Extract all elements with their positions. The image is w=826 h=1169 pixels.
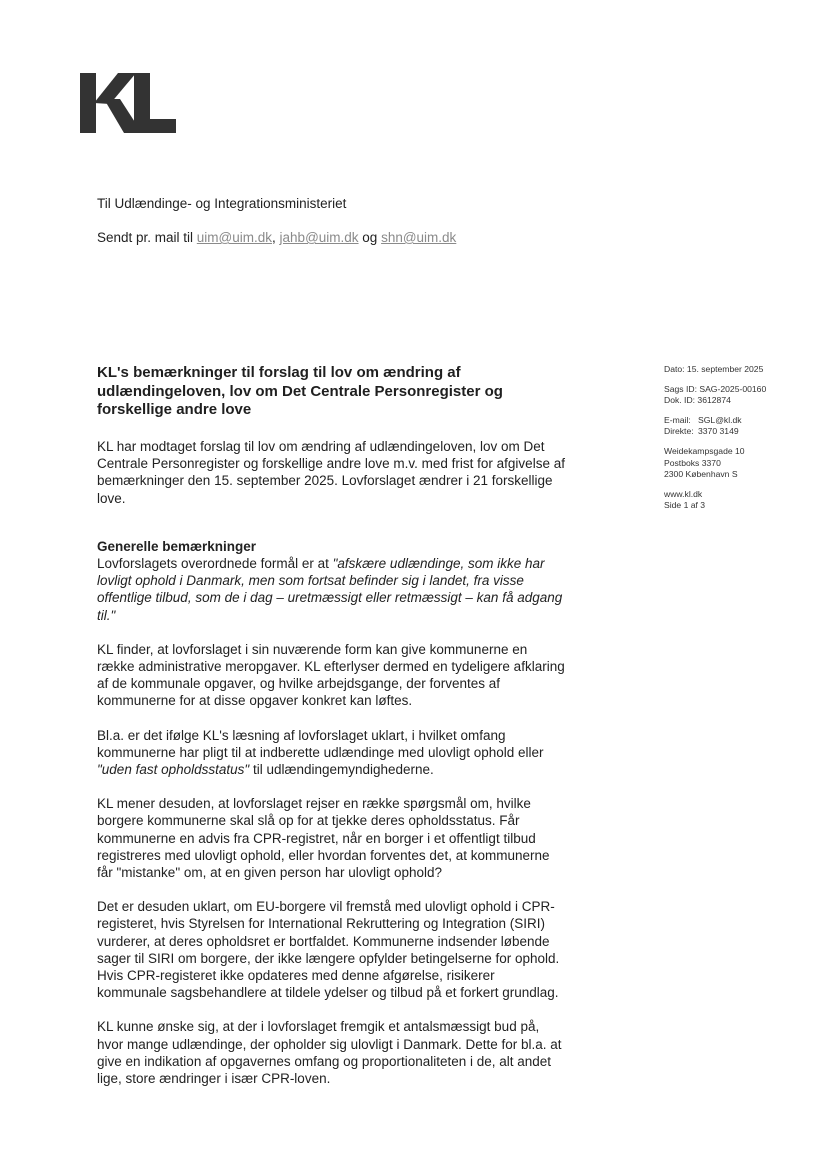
paragraph-4: KL mener desuden, at lovforslaget rejser en række spørgsmål om, hvilke borgere kommunerne skal slå op for at tjekke deres opholdsstatus. Får kommunerne en advis fra CPR-registret, når en borger i et offentligt tilbud registreres med ulovligt ophold, eller hvordan forventes det, at kommunerne får "mistanke" om, at en given person har ulovligt ophold? [97, 796, 550, 881]
email-link-jahb[interactable]: jahb@uim.dk [279, 230, 359, 245]
paragraph-3-quote: "uden fast opholdsstatus" [97, 762, 250, 778]
dok-id-line: Dok. ID: 3612874 [664, 395, 731, 406]
address-line-1: Weidekampsgade 10 [664, 445, 745, 456]
sidebar-metadata [664, 364, 814, 520]
sent-separator-og: og [358, 230, 382, 245]
page-number: Side 1 af 3 [664, 500, 706, 511]
paragraph-3-tail: til udlændingemyndighederne. [249, 762, 434, 778]
email-link-uim[interactable]: uim@uim.dk [196, 230, 273, 245]
recipient-line: Til Udlændinge- og Integrationsministeriet [97, 196, 347, 211]
paragraph-1-text: Lovforslagets overordnede formål er at [97, 556, 333, 572]
paragraph-1-quote: "afskære udlændinge, som ikke har lovligt ophold i Danmark, men som fortsat befinder sig i landet, fra visse offentlige tilbud, som de i dag – uretmæssigt eller retmæssigt – kan få adgang til." [97, 556, 563, 623]
paragraph-3 [97, 727, 567, 779]
direct-value: 3370 3149 [698, 426, 739, 437]
paragraph-1 [97, 555, 567, 624]
sags-id-line: Sags ID: SAG-2025-00160 [664, 383, 767, 394]
email-line [664, 415, 814, 427]
paragraph-5: Det er desuden uklart, om EU-borgere vil fremstå med ulovligt ophold i CPR-registeret, hvis Styrelsen for International Rekruttering og Integration (SIRI) vurderer, at deres opholdsret er bortfaldet. Kommunerne indsender løbende sager til SIRI om borgere, der ikke længere opfylder betingelserne for ophold. Hvis CPR-registeret ikke opdateres med denne afgørelse, risikerer kommunale sagsbehandlere at tildele ydelser og tilbud på et forkert grundlag. [97, 899, 560, 1001]
email-value: SGL@kl.dk [698, 414, 742, 425]
sent-separator: , [272, 230, 280, 245]
sent-line [97, 230, 456, 245]
paragraph-6: KL kunne ønske sig, at der i lovforslaget fremgik et antalsmæssigt bud på, hvor mange udlændinge, der opholder sig ulovligt i Danmark. Dette for bl.a. at give en indikation af opgavernes omfang og proportionaliteten i de, alt andet lige, store ændringer i især CPR-loven. [97, 1019, 562, 1087]
kl-logo [80, 73, 176, 133]
date-line: Dato: 15. september 2025 [664, 364, 764, 374]
intro-paragraph: KL har modtaget forslag til lov om ændring af udlændingeloven, lov om Det Centrale Personregister og forskellige andre love m.v. med frist for afgivelse af bemærkninger den 15. september 2025. Lovforslaget ændrer i 21 forskellige love. [97, 439, 565, 506]
paragraph-2: KL finder, at lovforslaget i sin nuværende form kan give kommunerne en række administrative meropgaver. KL efterlyser dermed en tydeligere afklaring af de kommunale opgaver, og hvilke arbejdsgange, der forventes af kommunerne for at disse opgaver konkret kan løftes. [97, 641, 565, 709]
paragraph-3-text: Bl.a. er det ifølge KL's læsning af lovforslaget uklart, i hvilket omfang kommunerne har pligt til at indberette udlændinge med ulovligt ophold eller [97, 727, 544, 760]
address-line-2: Postboks 3370 [664, 457, 721, 468]
document-title: KL's bemærkninger til forslag til lov om ændring af udlændingeloven, lov om Det Centrale Personregister og forskellige andre love [97, 364, 503, 418]
section-heading: Generelle bemærkninger [97, 538, 257, 554]
direct-line [664, 426, 814, 438]
letter-body [97, 438, 567, 1104]
address-line-3: 2300 København S [664, 469, 738, 480]
sent-prefix: Sendt pr. mail til [97, 230, 197, 245]
direct-label: Direkte: [664, 426, 694, 437]
email-label: E-mail: [664, 414, 691, 425]
email-link-shn[interactable]: shn@uim.dk [381, 230, 457, 245]
website-line: www.kl.dk [664, 488, 703, 499]
